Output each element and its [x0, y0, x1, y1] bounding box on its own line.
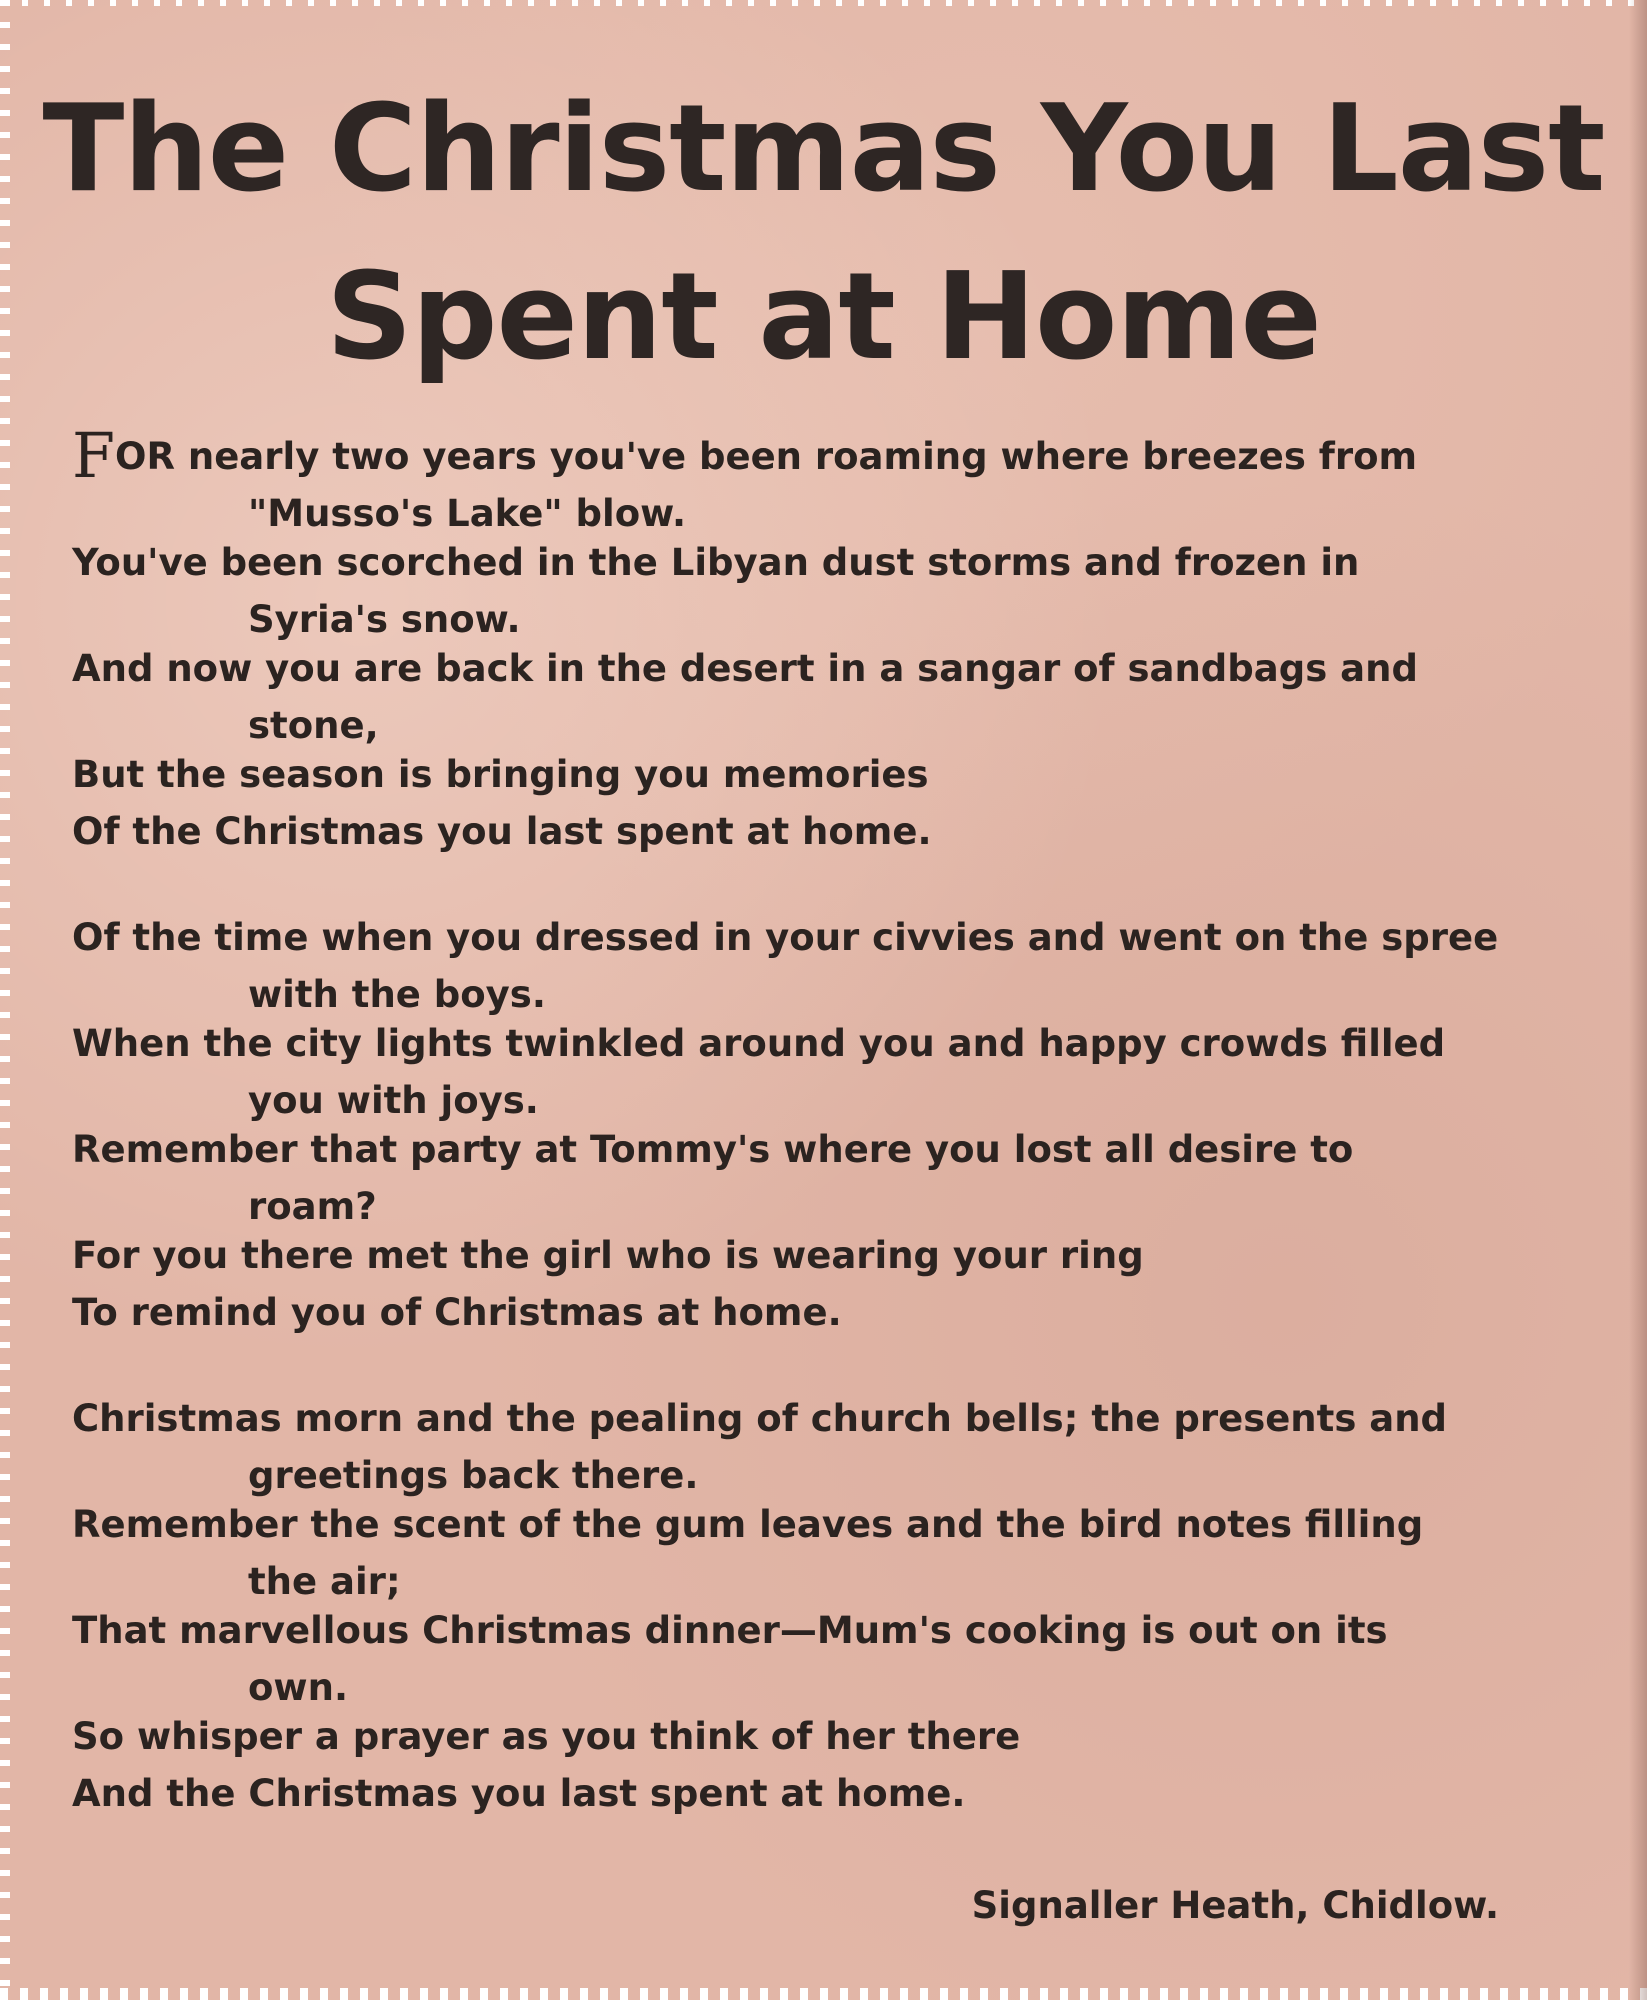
poem-line: Christmas morn and the pealing of church bells; the presents and	[72, 1397, 1448, 1440]
poem-line: For you there met the girl who is wearing your ring	[72, 1234, 1144, 1277]
poem-line-continuation: own.	[248, 1666, 348, 1709]
poem-line: That marvellous Christmas dinner—Mum's cooking is out on its	[72, 1609, 1388, 1652]
poem-line-continuation: "Musso's Lake" blow.	[248, 492, 687, 535]
poem-line-continuation: greetings back there.	[248, 1454, 699, 1497]
poem-line-continuation: the air;	[248, 1560, 401, 1603]
poem-line-continuation: you with joys.	[248, 1079, 539, 1122]
poem-line: But the season is bringing you memories	[72, 753, 929, 796]
poem-line: Remember that party at Tommy's where you lost all desire to	[72, 1128, 1354, 1171]
poem-line-text: OR nearly two years you've been roaming where breezes from	[115, 435, 1418, 478]
poem-line: To remind you of Christmas at home.	[72, 1291, 842, 1334]
author-signature: Signaller Heath, Chidlow.	[971, 1884, 1499, 1927]
stanza-3	[72, 1394, 1584, 1818]
serrated-bottom-edge	[0, 1988, 1647, 2000]
poem-line: So whisper a prayer as you think of her there	[72, 1715, 1021, 1758]
poem-line	[72, 419, 1584, 492]
serrated-top-edge	[0, 0, 1647, 6]
poem-line-continuation: with the boys.	[248, 973, 546, 1016]
poem-line: And now you are back in the desert in a sangar of sandbags and	[72, 647, 1418, 690]
poem-title-line-1: The Christmas You Last	[42, 80, 1605, 219]
poem-line: Of the time when you dressed in your civvies and went on the spree	[72, 916, 1499, 959]
poem-title	[0, 66, 1647, 402]
stanza-2	[72, 913, 1584, 1337]
poem-body	[72, 419, 1584, 1826]
poem-line: You've been scorched in the Libyan dust storms and frozen in	[72, 541, 1360, 584]
stanza-1	[72, 419, 1584, 856]
poem-title-line-2: Spent at Home	[326, 248, 1321, 387]
poem-line-continuation: stone,	[248, 704, 379, 747]
poem-line-continuation: roam?	[248, 1185, 377, 1228]
poem-line: And the Christmas you last spent at home.	[72, 1772, 966, 1815]
poem-line: When the city lights twinkled around you and happy crowds filled	[72, 1022, 1446, 1065]
poem-line: Of the Christmas you last spent at home.	[72, 810, 932, 853]
drop-cap: F	[72, 419, 116, 492]
poem-line: Remember the scent of the gum leaves and the bird notes filling	[72, 1503, 1424, 1546]
poem-line-continuation: Syria's snow.	[248, 598, 521, 641]
